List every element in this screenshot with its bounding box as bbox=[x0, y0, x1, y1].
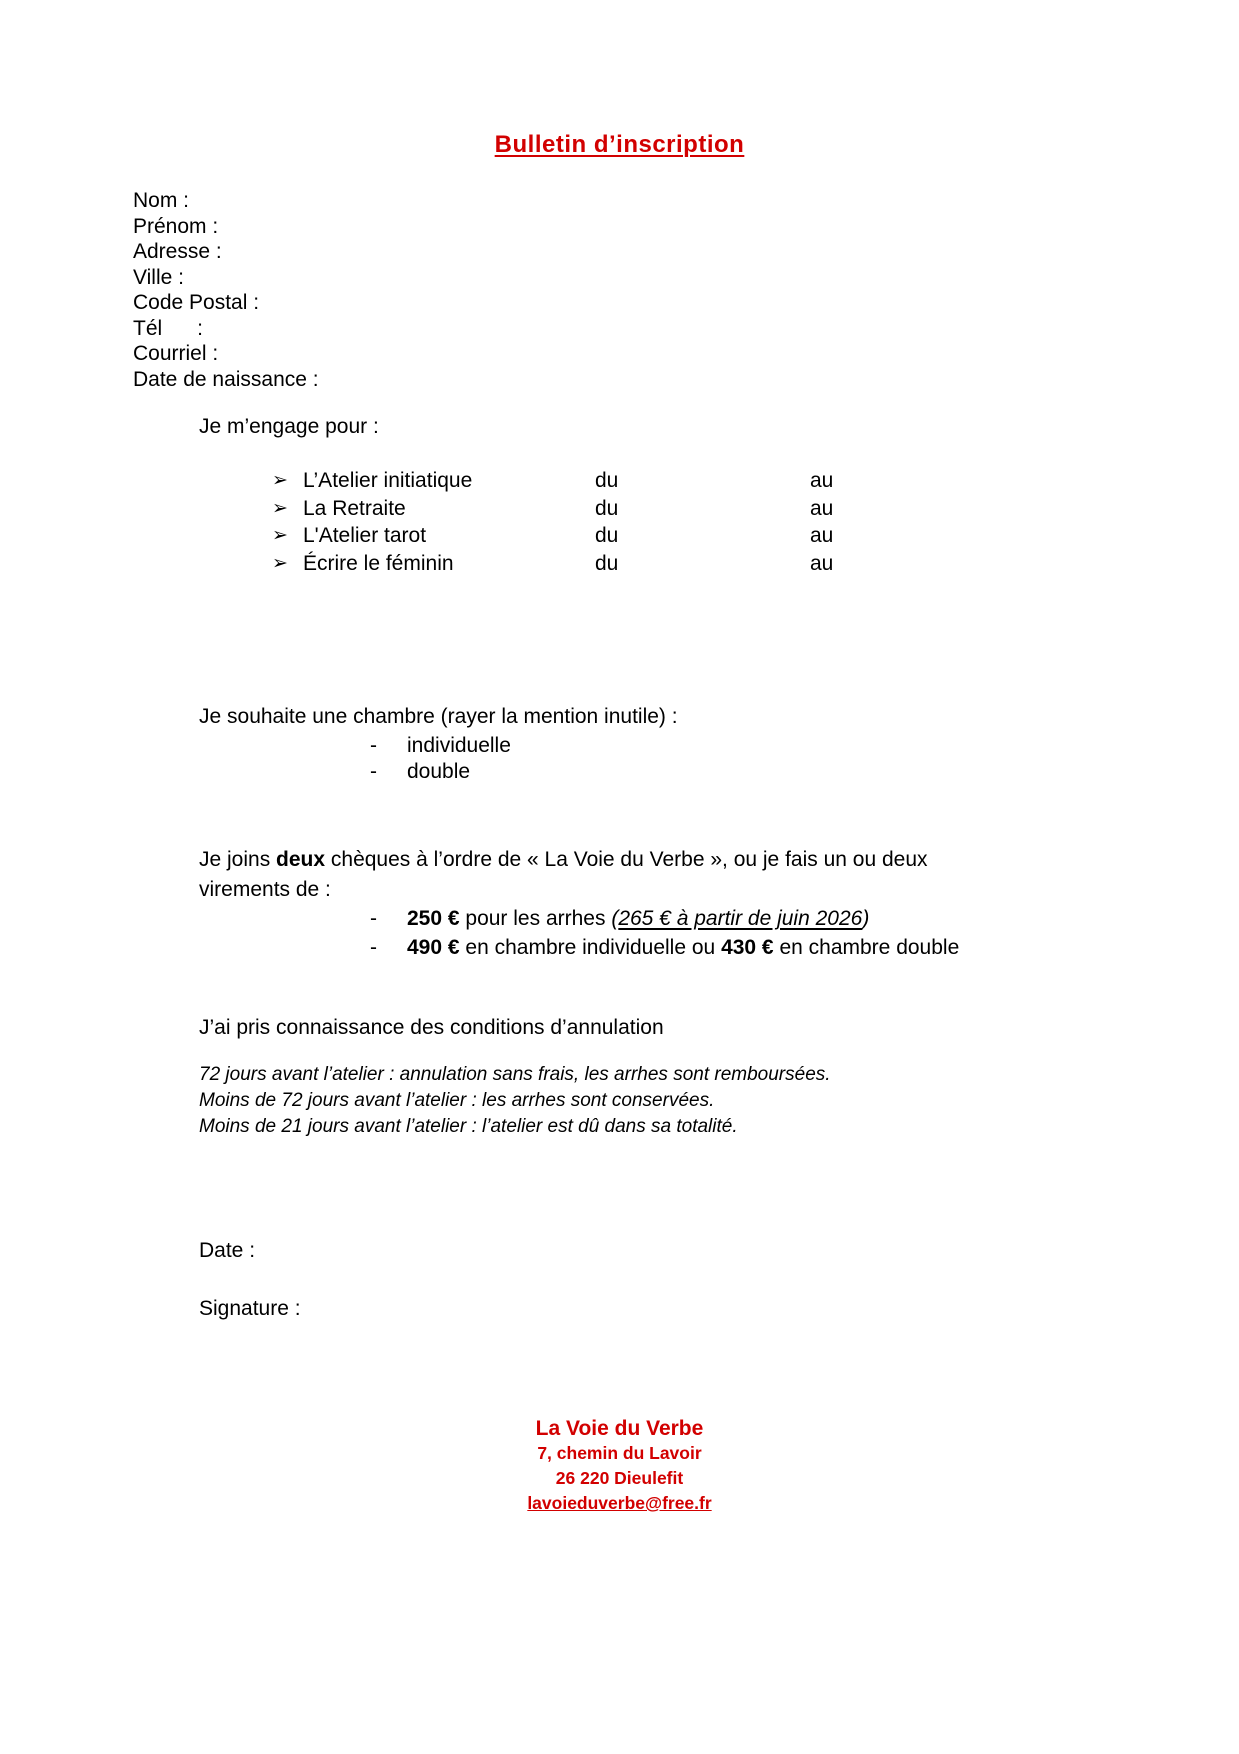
du-label: du bbox=[595, 469, 619, 492]
intro-text-line2: virements de : bbox=[199, 878, 331, 901]
arrowhead-bullet-icon: ➢ bbox=[272, 552, 288, 574]
cancellation-line: 72 jours avant l’atelier : annulation sans frais, les arrhes sont remboursées. bbox=[199, 1064, 831, 1085]
workshop-label: La Retraite bbox=[303, 496, 406, 520]
email-link[interactable]: lavoieduverbe@free.fr bbox=[527, 1493, 712, 1513]
price-note: 265 € à partir de juin 2026 bbox=[618, 907, 863, 930]
list-item bbox=[370, 733, 511, 759]
list-item bbox=[370, 759, 511, 785]
du-label: du bbox=[595, 496, 619, 520]
cancellation-conditions bbox=[199, 1062, 831, 1140]
arrowhead-bullet-icon: ➢ bbox=[272, 470, 288, 491]
paren-open: ( bbox=[611, 907, 619, 930]
organization-name: La Voie du Verbe bbox=[535, 1417, 704, 1440]
organization-address: 7, chemin du Lavoir bbox=[537, 1443, 702, 1463]
contact-fields bbox=[133, 188, 319, 392]
du-label: du bbox=[595, 551, 619, 575]
list-item bbox=[272, 522, 833, 550]
cancellation-line: Moins de 72 jours avant l’atelier : les arrhes sont conservées. bbox=[199, 1090, 715, 1111]
field-date-de-naissance: Date de naissance : bbox=[133, 367, 319, 391]
payment-lines bbox=[370, 905, 959, 962]
price-text: pour les arrhes bbox=[459, 907, 612, 930]
date-label: Date : bbox=[199, 1239, 256, 1262]
signature-label: Signature : bbox=[199, 1297, 301, 1320]
organization-city: 26 220 Dieulefit bbox=[555, 1468, 684, 1488]
intro-text: Je joins bbox=[199, 848, 277, 871]
arrowhead-bullet-icon: ➢ bbox=[272, 525, 288, 546]
room-heading: Je souhaite une chambre (rayer la mention inutile) : bbox=[199, 705, 678, 728]
amount: 490 € bbox=[407, 935, 460, 959]
list-item bbox=[272, 550, 833, 578]
cancellation-line: Moins de 21 jours avant l’atelier : l’atelier est dû dans sa totalité. bbox=[199, 1116, 738, 1137]
organization-footer bbox=[0, 1416, 1239, 1516]
price-text: en chambre individuelle ou bbox=[459, 935, 722, 959]
price-line bbox=[407, 934, 959, 963]
room-option-label: individuelle bbox=[407, 734, 511, 757]
field-adresse: Adresse : bbox=[133, 240, 222, 263]
dash-bullet-icon: - bbox=[370, 760, 377, 783]
field-code-postal: Code Postal : bbox=[133, 291, 260, 314]
amount: 430 € bbox=[721, 935, 774, 959]
room-options bbox=[370, 733, 511, 785]
list-item bbox=[272, 495, 833, 523]
au-label: au bbox=[810, 496, 834, 520]
amount: 250 € bbox=[407, 907, 460, 930]
field-prenom: Prénom : bbox=[133, 214, 219, 238]
au-label: au bbox=[810, 469, 834, 492]
au-label: au bbox=[810, 524, 834, 547]
au-label: au bbox=[810, 551, 834, 575]
dash-bullet-icon: - bbox=[370, 935, 377, 959]
cancellation-heading: J’ai pris connaissance des conditions d’annulation bbox=[199, 1016, 664, 1039]
intro-text: chèques à l’ordre de « La Voie du Verbe », ou je fais un ou deux bbox=[325, 848, 928, 871]
dash-bullet-icon: - bbox=[370, 907, 377, 930]
workshop-label: Écrire le féminin bbox=[303, 551, 454, 575]
list-item bbox=[370, 934, 959, 963]
paren-close: ) bbox=[862, 907, 870, 930]
engage-heading: Je m’engage pour : bbox=[199, 415, 379, 438]
workshop-list bbox=[272, 467, 833, 577]
list-item bbox=[272, 467, 833, 495]
payment-intro bbox=[199, 845, 1129, 905]
workshop-label: L'Atelier tarot bbox=[303, 524, 427, 547]
page-title: Bulletin d’inscription bbox=[494, 131, 745, 158]
dash-bullet-icon: - bbox=[370, 734, 377, 757]
field-ville: Ville : bbox=[133, 265, 184, 289]
field-tel: Tél : bbox=[133, 316, 204, 340]
price-line bbox=[407, 905, 869, 934]
workshop-label: L’Atelier initiatique bbox=[303, 469, 473, 492]
du-label: du bbox=[595, 524, 619, 547]
arrowhead-bullet-icon: ➢ bbox=[272, 497, 288, 519]
price-text: en chambre double bbox=[773, 935, 960, 959]
intro-bold-text: deux bbox=[276, 848, 326, 871]
field-nom: Nom : bbox=[133, 189, 190, 212]
list-item bbox=[370, 905, 959, 934]
field-courriel: Courriel : bbox=[133, 342, 219, 365]
room-option-label: double bbox=[407, 760, 471, 783]
